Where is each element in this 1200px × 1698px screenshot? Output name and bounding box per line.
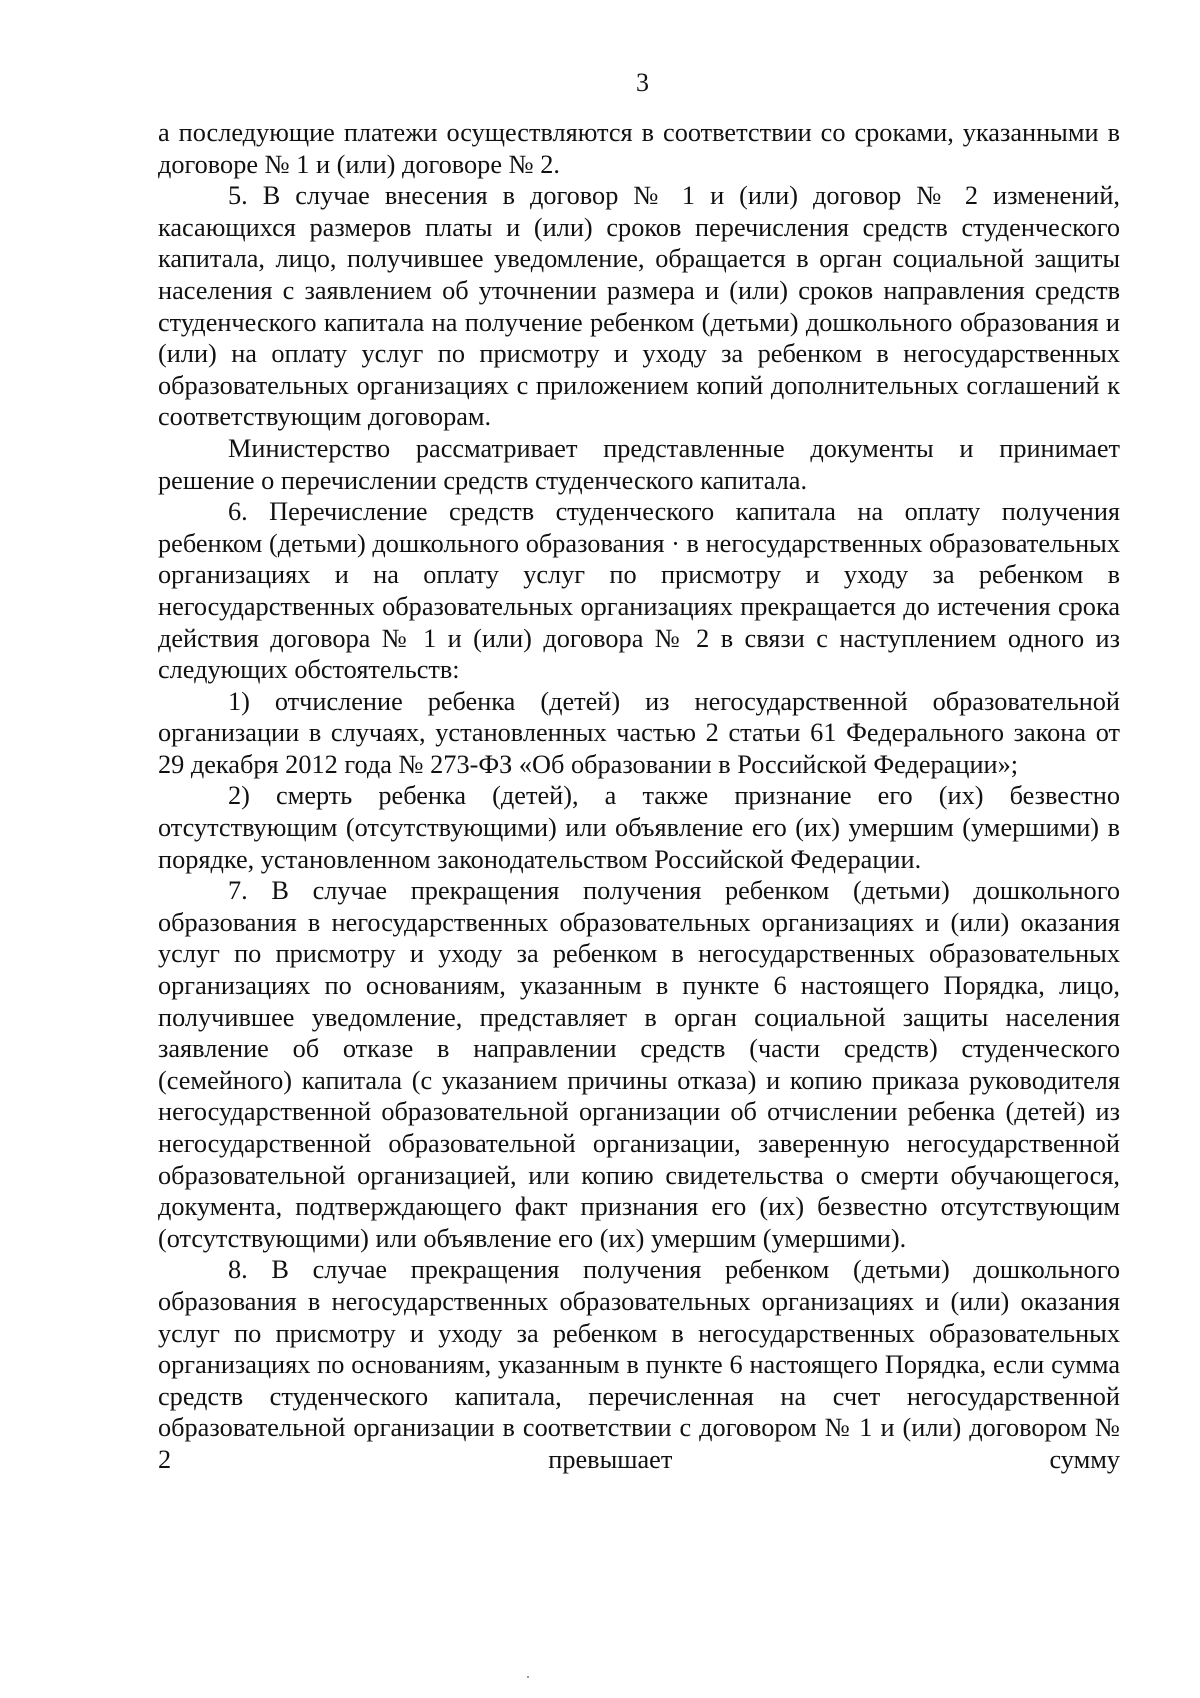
paragraph-7: 7. В случае прекращения получения ребенком (детьми) дошкольного образования в негосударственных образовательных организациях и (или) оказания услуг по присмотру и уходу за ребенком в негосударственных образовательных организациях по основаниям, указанным в пункте 6 настоящего Порядка, лицо, получившее уведомление, представляет в орган социальной защиты населения заявление об отказе в направлении средств (части средств) студенческого (семейного) капитала (с указанием причины отказа) и копию приказа руководителя негосударственной образовательной организации об отчислении ребенка (детей) из негосударственной образовательной организации, заверенную негосударственной образовательной организацией, или копию свидетельства о смерти обучающегося, документа, подтверждающего факт признания его (их) безвестно отсутствующим (отсутствующими) или объявление его (их) умершим (умершими).: [158, 876, 1120, 1253]
paragraph-6: 6. Перечисление средств студенческого капитала на оплату получения ребенком (детьми) дошкольного образования · в негосударственных образовательных организациях и на оплату услуг по присмотру и уходу за ребенком в негосударственных образовательных организациях прекращается до истечения срока действия договора № 1 и (или) договора № 2 в связи с наступлением одного из следующих обстоятельств:: [158, 497, 1120, 685]
paragraph-continuation: а последующие платежи осуществляются в соответствии со сроками, указанными в договоре № 1 и (или) договоре № 2.: [158, 118, 1120, 179]
paragraph-6-item-1: 1) отчисление ребенка (детей) из негосударственной образовательной организации в случаях, установленных частью 2 статьи 61 Федерального закона от 29 декабря 2012 года № 273-ФЗ «Об образовании в Российской Федерации»;: [158, 686, 1120, 779]
document-body: [158, 117, 1120, 1476]
paragraph-6-item-2: 2) смерть ребенка (детей), а также признание его (их) безвестно отсутствующим (отсутствующими) или объявление его (их) умершим (умершими) в порядке, установленном законодательством Российской Федерации.: [158, 781, 1120, 874]
page-number: 3: [636, 68, 649, 97]
scan-speck: [527, 1676, 529, 1678]
paragraph-8: 8. В случае прекращения получения ребенком (детьми) дошкольного образования в негосударственных образовательных организациях и (или) оказания услуг по присмотру и уходу за ребенком в негосударственных образовательных организациях по основаниям, указанным в пункте 6 настоящего Порядка, если сумма средств студенческого капитала, перечисленная на счет негосударственной образовательной организации в соответствии с договором № 1 и (или) договором № 2 превышает сумму: [158, 1255, 1120, 1474]
paragraph-5-decision: Министерство рассматривает представленные документы и принимает решение о перечислении средств студенческого капитала.: [158, 433, 1120, 495]
paragraph-5: 5. В случае внесения в договор № 1 и (или) договор № 2 изменений, касающихся размеров платы и (или) сроков перечисления средств студенческого капитала, лицо, получившее уведомление, обращается в орган социальной защиты населения с заявлением об уточнении размера и (или) сроков направления средств студенческого капитала на получение ребенком (детьми) дошкольного образования и (или) на оплату услуг по присмотру и уходу за ребенком в негосударственных образовательных организациях с приложением копий дополнительных соглашений к соответствующим договорам.: [158, 181, 1120, 432]
